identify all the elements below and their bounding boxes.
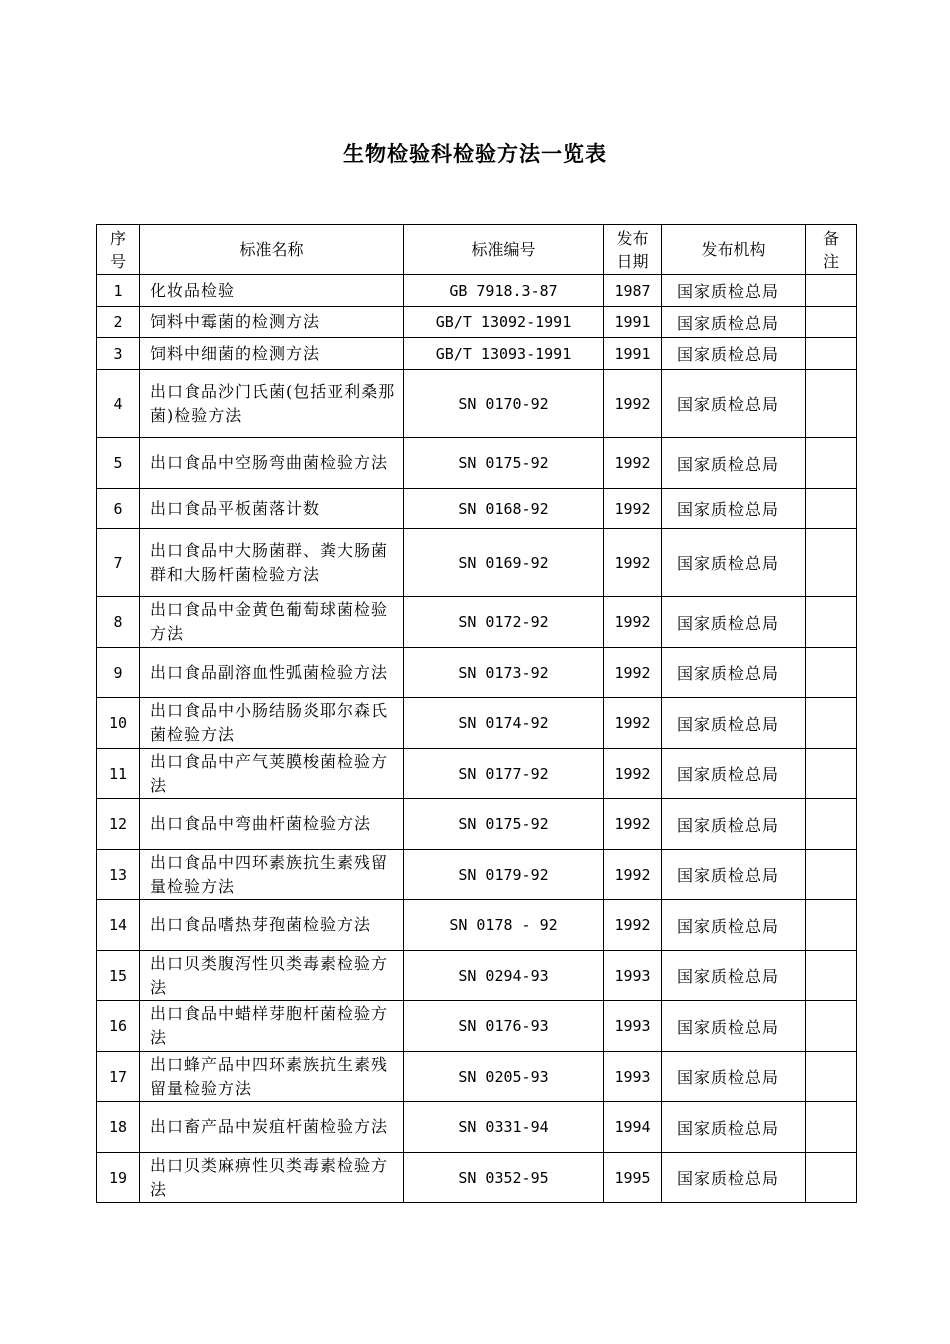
row-seq: 13 <box>97 850 140 900</box>
row-remark <box>806 307 857 338</box>
row-standard-name: 出口食品中弯曲杆菌检验方法 <box>140 799 404 850</box>
row-remark <box>806 1102 857 1153</box>
row-publisher: 国家质检总局 <box>662 900 806 951</box>
table-row <box>97 749 857 799</box>
row-remark <box>806 438 857 489</box>
row-publisher: 国家质检总局 <box>662 951 806 1001</box>
header-seq: 序 号 <box>97 225 140 275</box>
row-publish-year: 1987 <box>604 275 662 307</box>
row-remark <box>806 799 857 850</box>
standards-table <box>96 224 857 1203</box>
row-publisher: 国家质检总局 <box>662 438 806 489</box>
row-standard-name: 出口食品中产气荚膜梭菌检验方法 <box>140 749 404 799</box>
row-publisher: 国家质检总局 <box>662 1102 806 1153</box>
row-seq: 1 <box>97 275 140 307</box>
row-publisher: 国家质检总局 <box>662 698 806 749</box>
row-publish-year: 1992 <box>604 698 662 749</box>
row-standard-code: SN 0178 - 92 <box>404 900 604 951</box>
table-row <box>97 529 857 597</box>
row-seq: 10 <box>97 698 140 749</box>
row-standard-name: 出口贝类腹泻性贝类毒素检验方法 <box>140 951 404 1001</box>
row-seq: 7 <box>97 529 140 597</box>
row-remark <box>806 1001 857 1052</box>
row-publisher: 国家质检总局 <box>662 597 806 648</box>
page-title: 生物检验科检验方法一览表 <box>343 141 607 166</box>
row-publisher: 国家质检总局 <box>662 529 806 597</box>
row-publish-year: 1993 <box>604 1001 662 1052</box>
row-publisher: 国家质检总局 <box>662 275 806 307</box>
row-standard-code: GB/T 13092-1991 <box>404 307 604 338</box>
table-row <box>97 648 857 698</box>
row-publish-year: 1992 <box>604 900 662 951</box>
table-row <box>97 307 857 338</box>
row-publisher: 国家质检总局 <box>662 749 806 799</box>
row-publish-year: 1993 <box>604 951 662 1001</box>
row-publish-year: 1992 <box>604 749 662 799</box>
table-header-row <box>97 225 857 275</box>
row-seq: 5 <box>97 438 140 489</box>
row-publisher: 国家质检总局 <box>662 799 806 850</box>
row-standard-name: 出口食品中小肠结肠炎耶尔森氏菌检验方法 <box>140 698 404 749</box>
row-publish-year: 1991 <box>604 338 662 370</box>
header-date: 发布 日期 <box>604 225 662 275</box>
row-standard-name: 出口食品嗜热芽孢菌检验方法 <box>140 900 404 951</box>
row-remark <box>806 648 857 698</box>
row-publish-year: 1992 <box>604 850 662 900</box>
row-standard-name: 出口食品中大肠菌群、粪大肠菌群和大肠杆菌检验方法 <box>140 529 404 597</box>
row-remark <box>806 850 857 900</box>
row-standard-name: 饲料中霉菌的检测方法 <box>140 307 404 338</box>
row-publish-year: 1992 <box>604 597 662 648</box>
header-remark: 备 注 <box>806 225 857 275</box>
row-standard-code: SN 0175-92 <box>404 799 604 850</box>
row-publish-year: 1992 <box>604 489 662 529</box>
row-publish-year: 1992 <box>604 438 662 489</box>
row-remark <box>806 698 857 749</box>
row-standard-code: GB/T 13093-1991 <box>404 338 604 370</box>
row-standard-code: SN 0170-92 <box>404 370 604 438</box>
row-publisher: 国家质检总局 <box>662 1153 806 1203</box>
row-seq: 11 <box>97 749 140 799</box>
row-publish-year: 1994 <box>604 1102 662 1153</box>
row-seq: 3 <box>97 338 140 370</box>
row-standard-name: 出口蜂产品中四环素族抗生素残留量检验方法 <box>140 1052 404 1102</box>
row-publish-year: 1992 <box>604 648 662 698</box>
row-publish-year: 1993 <box>604 1052 662 1102</box>
row-publish-year: 1992 <box>604 529 662 597</box>
row-publish-year: 1991 <box>604 307 662 338</box>
row-seq: 18 <box>97 1102 140 1153</box>
row-standard-name: 出口畜产品中炭疽杆菌检验方法 <box>140 1102 404 1153</box>
row-standard-code: SN 0169-92 <box>404 529 604 597</box>
row-remark <box>806 749 857 799</box>
row-publish-year: 1992 <box>604 370 662 438</box>
table-row <box>97 338 857 370</box>
row-standard-name: 出口食品平板菌落计数 <box>140 489 404 529</box>
row-standard-code: SN 0177-92 <box>404 749 604 799</box>
row-remark <box>806 275 857 307</box>
table-row <box>97 438 857 489</box>
row-publisher: 国家质检总局 <box>662 370 806 438</box>
row-standard-code: SN 0173-92 <box>404 648 604 698</box>
row-standard-name: 出口贝类麻痹性贝类毒素检验方法 <box>140 1153 404 1203</box>
table-body <box>97 275 857 1203</box>
row-seq: 15 <box>97 951 140 1001</box>
row-standard-name: 饲料中细菌的检测方法 <box>140 338 404 370</box>
row-seq: 17 <box>97 1052 140 1102</box>
row-seq: 14 <box>97 900 140 951</box>
row-publisher: 国家质检总局 <box>662 307 806 338</box>
row-standard-name: 出口食品中空肠弯曲菌检验方法 <box>140 438 404 489</box>
table-row <box>97 597 857 648</box>
header-name: 标准名称 <box>140 225 404 275</box>
table-row <box>97 900 857 951</box>
table-row <box>97 1153 857 1203</box>
row-standard-code: SN 0172-92 <box>404 597 604 648</box>
row-remark <box>806 1153 857 1203</box>
row-standard-code: SN 0168-92 <box>404 489 604 529</box>
row-remark <box>806 489 857 529</box>
row-remark <box>806 529 857 597</box>
table-row <box>97 1102 857 1153</box>
table-row <box>97 951 857 1001</box>
row-publisher: 国家质检总局 <box>662 489 806 529</box>
row-seq: 4 <box>97 370 140 438</box>
row-publisher: 国家质检总局 <box>662 850 806 900</box>
row-remark <box>806 1052 857 1102</box>
row-standard-name: 出口食品中金黄色葡萄球菌检验方法 <box>140 597 404 648</box>
row-publish-year: 1995 <box>604 1153 662 1203</box>
row-standard-code: SN 0175-92 <box>404 438 604 489</box>
row-seq: 2 <box>97 307 140 338</box>
table-row <box>97 275 857 307</box>
table-row <box>97 799 857 850</box>
table-row <box>97 489 857 529</box>
table-row <box>97 370 857 438</box>
row-publisher: 国家质检总局 <box>662 338 806 370</box>
row-publisher: 国家质检总局 <box>662 1052 806 1102</box>
row-publisher: 国家质检总局 <box>662 1001 806 1052</box>
row-standard-name: 出口食品中蜡样芽胞杆菌检验方法 <box>140 1001 404 1052</box>
row-remark <box>806 338 857 370</box>
row-standard-code: SN 0174-92 <box>404 698 604 749</box>
row-remark <box>806 597 857 648</box>
row-remark <box>806 900 857 951</box>
row-standard-code: SN 0176-93 <box>404 1001 604 1052</box>
row-publish-year: 1992 <box>604 799 662 850</box>
header-code: 标准编号 <box>404 225 604 275</box>
row-standard-code: SN 0205-93 <box>404 1052 604 1102</box>
table-row <box>97 850 857 900</box>
table-row <box>97 1052 857 1102</box>
row-standard-code: SN 0331-94 <box>404 1102 604 1153</box>
row-seq: 6 <box>97 489 140 529</box>
row-standard-name: 出口食品沙门氏菌(包括亚利桑那菌)检验方法 <box>140 370 404 438</box>
row-standard-code: SN 0179-92 <box>404 850 604 900</box>
row-standard-code: GB 7918.3-87 <box>404 275 604 307</box>
row-publisher: 国家质检总局 <box>662 648 806 698</box>
row-remark <box>806 370 857 438</box>
row-standard-name: 出口食品中四环素族抗生素残留量检验方法 <box>140 850 404 900</box>
row-standard-name: 出口食品副溶血性弧菌检验方法 <box>140 648 404 698</box>
header-org: 发布机构 <box>662 225 806 275</box>
row-standard-name: 化妆品检验 <box>140 275 404 307</box>
row-seq: 19 <box>97 1153 140 1203</box>
row-remark <box>806 951 857 1001</box>
row-seq: 16 <box>97 1001 140 1052</box>
table-row <box>97 1001 857 1052</box>
row-standard-code: SN 0352-95 <box>404 1153 604 1203</box>
row-seq: 12 <box>97 799 140 850</box>
row-seq: 9 <box>97 648 140 698</box>
row-seq: 8 <box>97 597 140 648</box>
table-row <box>97 698 857 749</box>
row-standard-code: SN 0294-93 <box>404 951 604 1001</box>
